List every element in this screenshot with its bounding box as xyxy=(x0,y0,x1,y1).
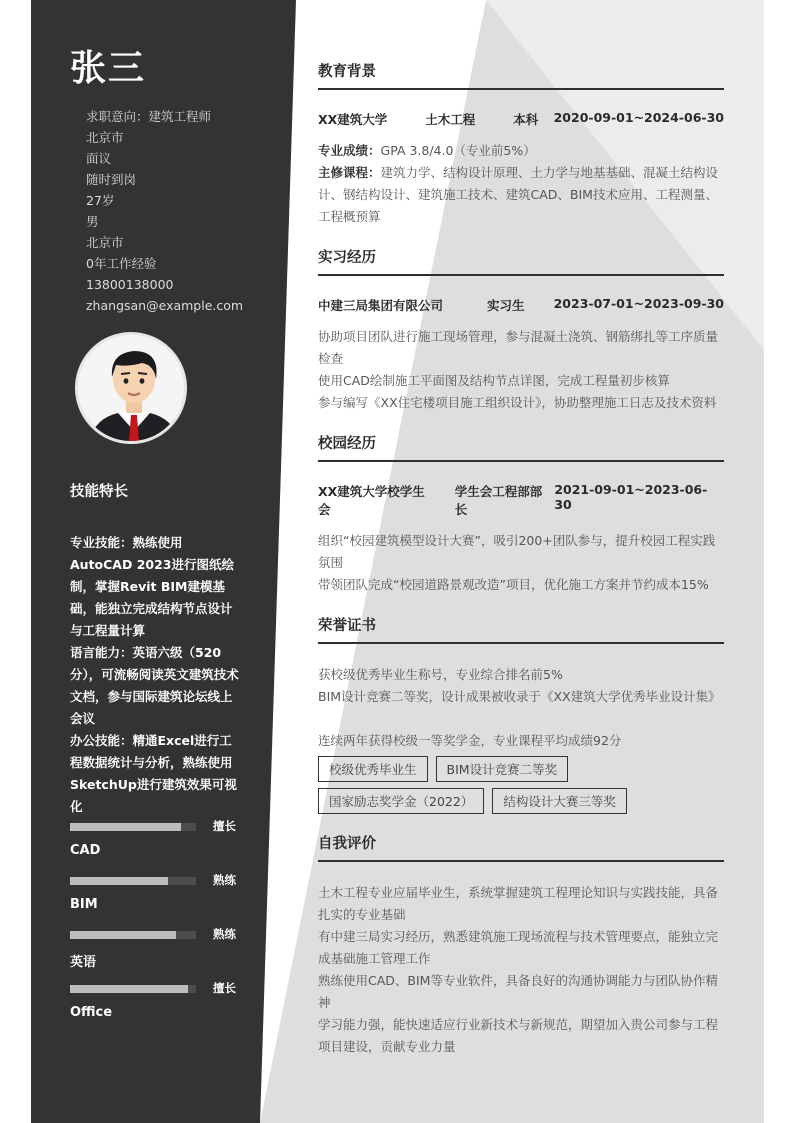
campus-description xyxy=(318,530,724,596)
honor-line: 连续两年获得校级一等奖学金，专业课程平均成绩92分 xyxy=(318,733,622,748)
info-item: 求职意向：建筑工程师 xyxy=(86,109,212,124)
description-line: 学习能力强，能快速适应行业新技术与新规范，期望加入贵公司参与工程项目建设，贡献专业力量 xyxy=(318,1017,719,1054)
honor-line: BIM设计竞赛二等奖，设计成果被收录于《XX建筑大学优秀毕业设计集》 xyxy=(318,689,721,704)
school-name: XX建筑大学 xyxy=(318,112,388,127)
avatar xyxy=(75,332,187,444)
skill-label: 办公技能： xyxy=(70,733,133,748)
personal-info-list xyxy=(70,107,270,316)
internship-role: 实习生 xyxy=(487,298,525,313)
main-content xyxy=(318,60,724,1076)
education-score xyxy=(318,140,724,162)
campus-role: 学生会工程部部长 xyxy=(454,484,543,517)
skill-text: 熟练使用AutoCAD 2023进行图纸绘制，掌握Revit BIM建模基础，能独立完成结构节点设计与工程量计算 xyxy=(70,535,235,638)
skill-level: 擅长 xyxy=(213,819,236,833)
skill-text: 精通Excel进行工程数据统计与分析，熟练使用SketchUp进行建筑效果可视化 xyxy=(70,733,237,814)
skill-bar-row xyxy=(70,980,270,1034)
honors-section xyxy=(318,614,724,814)
major: 土木工程 xyxy=(425,112,476,127)
info-item: 随时到岗 xyxy=(86,172,137,187)
skill-bar-row xyxy=(70,926,270,980)
internship-section xyxy=(318,246,724,414)
description-line: 土木工程专业应届毕业生，系统掌握建筑工程理论知识与实践技能，具备扎实的专业基础 xyxy=(318,885,719,922)
company-name: 中建三局集团有限公司 xyxy=(318,298,444,313)
info-item: 0年工作经验 xyxy=(86,256,157,271)
skill-bar-fill xyxy=(70,931,176,939)
courses-value: 建筑力学、结构设计原理、土力学与地基基础、混凝土结构设计、钢结构设计、建筑施工技术、建筑CAD、BIM技术应用、工程测量、工程概预算 xyxy=(318,165,719,224)
info-item: 北京市 xyxy=(86,235,124,250)
campus-org: XX建筑大学校学生会 xyxy=(318,484,425,517)
info-item: 北京市 xyxy=(86,130,124,145)
honor-tag: 校级优秀毕业生 xyxy=(318,756,428,782)
skill-bar-fill xyxy=(70,985,188,993)
info-item: 面议 xyxy=(86,151,112,166)
internship-period: 2023-07-01~2023-09-30 xyxy=(553,296,724,311)
education-courses xyxy=(318,162,724,228)
section-title-internship: 实习经历 xyxy=(318,246,724,276)
honor-tag: 国家励志奖学金（2022） xyxy=(318,788,484,814)
skill-level: 擅长 xyxy=(213,981,236,995)
info-item: 27岁 xyxy=(86,193,115,208)
skill-text: 英语六级（520分），可流畅阅读英文建筑技术文档，参与国际建筑论坛线上会议 xyxy=(70,645,239,726)
skill-bar-track xyxy=(70,823,196,831)
campus-header xyxy=(318,482,724,518)
honor-line: 获校级优秀毕业生称号，专业综合排名前5% xyxy=(318,667,563,682)
skill-bar-track xyxy=(70,985,196,993)
skill-bar-fill xyxy=(70,877,168,885)
skill-paragraph xyxy=(70,730,240,818)
info-item: 男 xyxy=(86,214,99,229)
skill-bar-row xyxy=(70,872,270,926)
info-item: 13800138000 xyxy=(86,277,174,292)
skill-bar-track xyxy=(70,877,196,885)
skill-label: 语言能力： xyxy=(70,645,133,660)
description-line: 有中建三局实习经历，熟悉建筑施工现场流程与技术管理要点，能独立完成基础施工管理工作 xyxy=(318,929,719,966)
education-header xyxy=(318,110,724,128)
self-eval-section xyxy=(318,832,724,1058)
skill-paragraph xyxy=(70,532,240,642)
description-line: 协助项目团队进行施工现场管理，参与混凝土浇筑、钢筋绑扎等工序质量检查 xyxy=(318,329,719,366)
skill-bar-fill xyxy=(70,823,181,831)
skills-description xyxy=(70,532,240,818)
self-eval-description xyxy=(318,882,724,1058)
skill-label: 专业技能： xyxy=(70,535,133,550)
section-title-education: 教育背景 xyxy=(318,60,724,90)
description-line: 熟练使用CAD、BIM等专业软件，具备良好的沟通协调能力与团队协作精神 xyxy=(318,973,718,1010)
section-title-self-eval: 自我评价 xyxy=(318,832,724,862)
skill-bars xyxy=(70,818,270,1034)
skill-paragraph xyxy=(70,642,240,730)
description-line: 带领团队完成“校园道路景观改造”项目，优化施工方案并节约成本15% xyxy=(318,577,709,592)
campus-section xyxy=(318,432,724,596)
skill-name: Office xyxy=(70,1005,113,1020)
description-line: 组织“校园建筑模型设计大赛”，吸引200+团队参与，提升校园工程实践氛围 xyxy=(318,533,716,570)
internship-header xyxy=(318,296,724,314)
skill-name: 英语 xyxy=(70,955,97,970)
campus-period: 2021-09-01~2023-06-30 xyxy=(554,482,708,512)
degree: 本科 xyxy=(513,112,539,127)
internship-description xyxy=(318,326,724,414)
honor-tag: 结构设计大赛三等奖 xyxy=(492,788,627,814)
skill-bar-track xyxy=(70,931,196,939)
score-label: 专业成绩： xyxy=(318,143,381,158)
education-period: 2020-09-01~2024-06-30 xyxy=(553,110,724,125)
education-section xyxy=(318,60,724,228)
skill-name: BIM xyxy=(70,897,98,912)
section-title-campus: 校园经历 xyxy=(318,432,724,462)
honor-tag: BIM设计竞赛二等奖 xyxy=(436,756,569,782)
courses-label: 主修课程： xyxy=(318,165,381,180)
sidebar xyxy=(70,40,270,1020)
skills-title: 技能特长 xyxy=(70,484,128,500)
skill-bar-row xyxy=(70,818,270,872)
honor-tags xyxy=(318,756,724,814)
skill-level: 熟练 xyxy=(213,873,236,887)
skill-name: CAD xyxy=(70,843,101,858)
description-line: 使用CAD绘制施工平面图及结构节点详图，完成工程量初步核算 xyxy=(318,373,670,388)
section-title-honors: 荣誉证书 xyxy=(318,614,724,644)
description-line: 参与编写《XX住宅楼项目施工组织设计》，协助整理施工日志及技术资料 xyxy=(318,395,717,410)
candidate-name: 张三 xyxy=(70,48,147,89)
info-item: zhangsan@example.com xyxy=(86,298,244,313)
score-value: GPA 3.8/4.0（专业前5%） xyxy=(380,143,536,158)
skill-level: 熟练 xyxy=(213,927,236,941)
